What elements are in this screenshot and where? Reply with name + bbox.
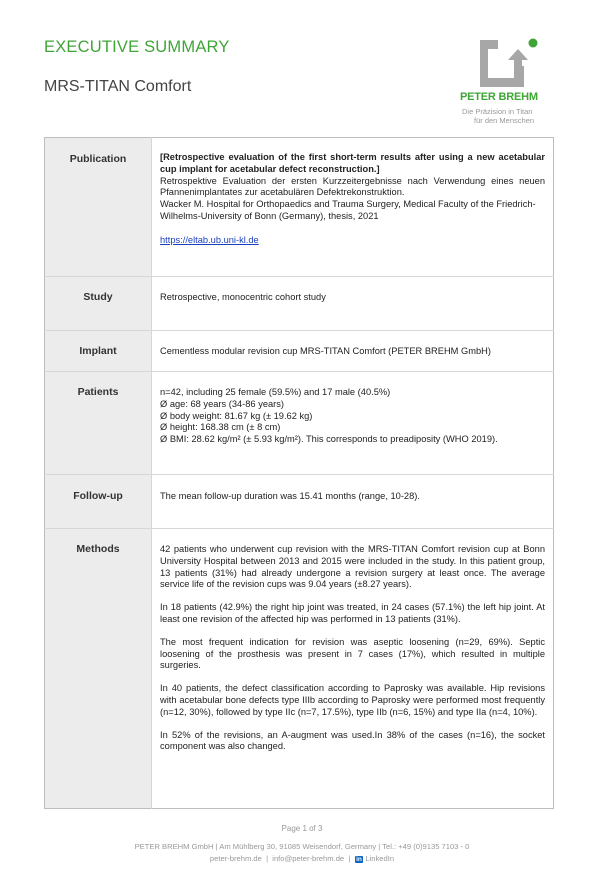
page-number: Page 1 of 3 bbox=[281, 824, 323, 833]
row-study bbox=[45, 277, 554, 331]
patients-line: n=42, including 25 female (59.5%) and 17 male (40.5%) bbox=[160, 387, 391, 397]
publication-title-en: [Retrospective evaluation of the first short-term results after using a new acetabular cup implant for acetabular defect reconstruction.] bbox=[160, 152, 545, 174]
label-publication: Publication bbox=[45, 138, 152, 277]
publication-authors: Wacker M. Hospital for Orthopaedics and Trauma Surgery, Medical Faculty of the Friedrich-Wilhelms-University of Bonn (Germany), thesis, 2021 bbox=[160, 199, 536, 221]
label-implant: Implant bbox=[45, 331, 152, 372]
summary-table bbox=[44, 137, 554, 809]
row-methods bbox=[45, 529, 554, 809]
row-patients bbox=[45, 372, 554, 475]
linkedin-icon: in bbox=[356, 856, 362, 863]
value-methods bbox=[152, 529, 554, 809]
footer-contacts: peter-brehm.de | info@peter-brehm.de | in LinkedIn bbox=[209, 854, 395, 863]
methods-paragraph: In 52% of the revisions, an A-augment was used.In 38% of the cases (n=16), the socket component was also changed. bbox=[160, 729, 545, 752]
patients-line: Ø BMI: 28.62 kg/m² (± 5.93 kg/m²). This corresponds to preadiposity (WHO 2019). bbox=[160, 434, 498, 445]
patients-line: Ø body weight: 81.67 kg (± 19.62 kg) bbox=[160, 410, 313, 421]
value-implant: Cementless modular revision cup MRS-TITAN Comfort (PETER BREHM GmbH) bbox=[152, 331, 554, 372]
company-logo bbox=[458, 36, 554, 128]
methods-paragraph: The most frequent indication for revision was aseptic loosening (n=29, 69%). Septic loosening of the prosthesis was present in 7 cases (17%), which resulted in multiple surgeries. bbox=[160, 636, 545, 671]
value-patients bbox=[152, 372, 554, 475]
row-followup bbox=[45, 475, 554, 529]
footer-linkedin[interactable]: LinkedIn bbox=[365, 854, 395, 863]
product-name: MRS-TITAN Comfort bbox=[44, 78, 192, 95]
methods-paragraph: In 18 patients (42.9%) the right hip joint was treated, in 24 cases (57.1%) the left hip joint. At least one revision of the affected hip was performed in 13 patients (31%). bbox=[160, 602, 545, 624]
label-patients: Patients bbox=[45, 372, 152, 475]
methods-paragraph: 42 patients who underwent cup revision with the MRS-TITAN Comfort revision cup at Bonn University Hospital between 2013 and 2015 were included in the study. In this patient group, 13 patients (31%) had already undergone a revision surgery at least once. The average service life of the revision cups was 9.04 years (±8.27 years). bbox=[160, 544, 545, 590]
document-title: EXECUTIVE SUMMARY bbox=[44, 38, 230, 56]
value-followup: The mean follow-up duration was 15.41 months (range, 10-28). bbox=[152, 475, 554, 529]
patients-line: Ø height: 168.38 cm (± 8 cm) bbox=[160, 422, 281, 433]
label-study: Study bbox=[45, 277, 152, 331]
methods-paragraph: In 40 patients, the defect classification according to Paprosky was available. Hip revisions with acetabular bone defects type IIIb according to Paprosky were performed most frequently (n=12, 30%), followed by type IIc (n=7, 17.5%), type IIb (n=6, 15%) and type IIa (n=4, 10%). bbox=[160, 683, 545, 717]
row-implant bbox=[45, 331, 554, 372]
label-followup: Follow-up bbox=[45, 475, 152, 529]
value-publication bbox=[152, 138, 554, 277]
footer-address: PETER BREHM GmbH | Am Mühlberg 30, 91085 Weisendorf, Germany | Tel.: +49 (0)9135 7103 - 0 bbox=[134, 842, 470, 851]
logo-mark-icon bbox=[458, 36, 554, 91]
publication-title-de: Retrospektive Evaluation der ersten Kurzzeitergebnisse nach Verwendung eines neuen Pfannenimplantates zur acetabulären Defektrekonstruktion. bbox=[160, 175, 545, 198]
patients-line: Ø age: 68 years (34-86 years) bbox=[160, 398, 285, 409]
logo-tagline-2: für den Menschen bbox=[474, 116, 535, 125]
label-methods: Methods bbox=[45, 529, 152, 809]
logo-tagline-1: Die Präzision in Titan bbox=[462, 107, 533, 116]
logo-brand-text: PETER BREHM bbox=[460, 91, 538, 103]
footer-website[interactable]: peter-brehm.de bbox=[209, 854, 262, 863]
footer-email[interactable]: info@peter-brehm.de bbox=[272, 854, 345, 863]
row-publication bbox=[45, 138, 554, 277]
publication-link[interactable]: https://eltab.ub.uni-kl.de bbox=[160, 234, 259, 245]
value-study: Retrospective, monocentric cohort study bbox=[152, 277, 554, 331]
